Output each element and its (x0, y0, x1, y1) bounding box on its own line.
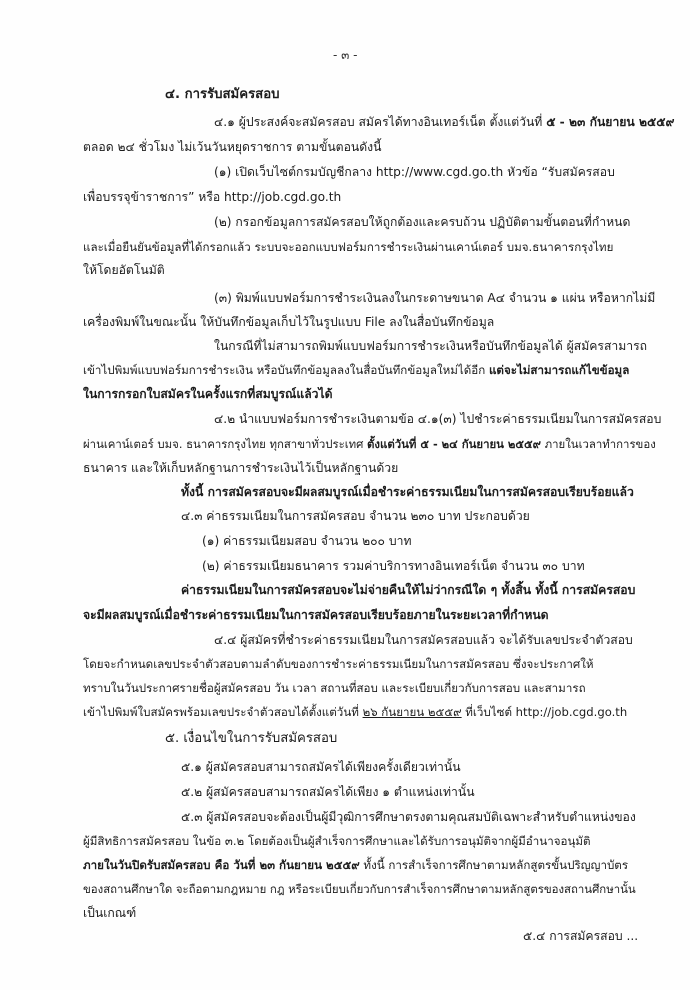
item-4-2-line-2 (83, 436, 656, 452)
item-5-3-line-5: เป็นเกณฑ์ (83, 906, 137, 920)
item-4-2-text-end: ภายในเวลาทำการของ (541, 437, 656, 451)
item-4-3-note-line-2: จะมีผลสมบูรณ์เมื่อชำระค่าธรรมเนียมในการสมัครสอบเรียบร้อยภายในระยะเวลาที่กำหนด (83, 608, 549, 622)
item-5-3-text: ทั้งนี้ การสำเร็จการศึกษาตามหลักสูตรขั้นปริญญาบัตร (359, 858, 629, 872)
note-line-2 (83, 362, 629, 378)
item-4-4-text: เข้าไปพิมพ์ใบสมัครพร้อมเลขประจำตัวสอบได้ตั้งแต่วันที่ (83, 705, 363, 719)
item-4-2-text: ผ่านเคาน์เตอร์ บมจ. ธนาคารกรุงไทย ทุกสาขาทั่วประเทศ (83, 437, 368, 451)
item-4-4-date: ๒๖ กันยายน ๒๕๕๙ (362, 705, 462, 719)
note-line-1: ในกรณีที่ไม่สามารถพิมพ์แบบฟอร์มการชำระเงินหรือบันทึกข้อมูลได้ ผู้สมัครสามารถ (214, 339, 648, 353)
step-3-line-2: เครื่องพิมพ์ในขณะนั้น ให้บันทึกข้อมูลเก็บไว้ในรูปแบบ File ลงในสื่อบันทึกข้อมูล (83, 315, 495, 329)
item-4-4-line-4 (83, 704, 627, 720)
step-3-line-1: (๓) พิมพ์แบบฟอร์มการชำระเงินลงในกระดาษขนาด A๔ จำนวน ๑ แผ่น หรือหากไม่มี (214, 291, 656, 305)
note-line-2-text: เข้าไปพิมพ์แบบฟอร์มการชำระเงิน หรือบันทึกข้อมูลลงในสื่อบันทึกข้อมูลใหม่ได้อีก (83, 363, 489, 377)
item-4-2-line-1: ๔.๒ นำแบบฟอร์มการชำระเงินตามข้อ ๔.๑(๓) ไปชำระค่าธรรมเนียมในการสมัครสอบ (214, 412, 662, 426)
item-4-2-note-text: การสมัครสอบจะมีผลสมบูรณ์เมื่อชำระค่าธรรมเนียมในการสมัครสอบเรียบร้อยแล้ว (203, 485, 634, 499)
item-4-2-note (181, 484, 634, 500)
note-line-2-bold: แต่จะไม่สามารถแก้ไขข้อมูล (488, 363, 630, 377)
item-5-2: ๕.๒ ผู้สมัครสอบสามารถสมัครได้เพียง ๑ ตำแหน่งเท่านั้น (181, 785, 475, 799)
item-4-4-line-2: โดยจะกำหนดเลขประจำตัวสอบตามลำดับของการชำระค่าธรรมเนียมในการสมัครสอบ ซึ่งจะประกาศให้ (83, 657, 594, 671)
step-2-line-2: และเมื่อยืนยันข้อมูลที่ได้กรอกแล้ว ระบบจะออกแบบฟอร์มการชำระเงินผ่านเคาน์เตอร์ บมจ.ธนาคารกรุงไทย (83, 240, 614, 254)
step-1-line-1: (๑) เปิดเว็บไซต์กรมบัญชีกลาง http://www.cgd.go.th หัวข้อ “รับสมัครสอบ (214, 165, 615, 179)
item-4-1-text: ๔.๑ ผู้ประสงค์จะสมัครสอบ สมัครได้ทางอินเทอร์เน็ต ตั้งแต่วันที่ (214, 115, 547, 129)
page-number: - ๓ - (333, 48, 358, 62)
item-5-3-line-2: ผู้มีสิทธิการสมัครสอบ ในข้อ ๓.๒ โดยต้องเป็นผู้สำเร็จการศึกษาและได้รับการอนุมัติจากผู้มีอำนาจอนุมัติ (83, 834, 591, 848)
item-4-4-line-3: ทราบในวันประกาศรายชื่อผู้สมัครสอบ วัน เวลา สถานที่สอบ และระเบียบเกี่ยวกับการสอบ และสามารถ (83, 681, 586, 695)
item-4-3-sub-1: (๑) ค่าธรรมเนียมสอบ จำนวน ๒๐๐ บาท (202, 534, 412, 548)
item-4-2-note-prefix: ทั้งนี้ (181, 485, 204, 499)
item-4-4-line-1: ๔.๔ ผู้สมัครที่ชำระค่าธรรมเนียมในการสมัครสอบแล้ว จะได้รับเลขประจำตัวสอบ (214, 633, 633, 647)
item-5-3-line-3 (83, 857, 628, 873)
item-4-4-website: ที่เว็บไซต์ http://job.cgd.go.th (461, 705, 628, 719)
item-5-3-line-1: ๕.๓ ผู้สมัครสอบจะต้องเป็นผู้มีวุฒิการศึกษาตรงตามคุณสมบัติเฉพาะสำหรับตำแหน่งของ (181, 810, 636, 824)
note-line-3: ในการกรอกใบสมัครในครั้งแรกที่สมบูรณ์แล้วได้ (83, 387, 333, 401)
item-4-1-line-1 (214, 114, 674, 130)
item-5-3-line-4: ของสถานศึกษาใด จะถือตามกฎหมาย กฎ หรือระเบียบเกี่ยวกับการสำเร็จการศึกษาตามหลักสูตรของสถานศึกษานั้น (83, 882, 636, 896)
item-4-1-line-2: ตลอด ๒๔ ชั่วโมง ไม่เว้นวันหยุดราชการ ตามขั้นตอนดังนี้ (83, 140, 382, 154)
continuation-note: ๕.๔ การสมัครสอบ ... (523, 929, 639, 943)
step-2-line-3: ให้โดยอัตโนมัติ (83, 263, 165, 277)
item-4-3-line-1: ๔.๓ ค่าธรรมเนียมในการสมัครสอบ จำนวน ๒๓๐ บาท ประกอบด้วย (181, 509, 530, 523)
item-4-2-dates: ตั้งแต่วันที่ ๕ - ๒๔ กันยายน ๒๕๕๙ (367, 437, 542, 451)
item-5-1: ๕.๑ ผู้สมัครสอบสามารถสมัครได้เพียงครั้งเดียวเท่านั้น (181, 760, 461, 774)
step-2-line-1: (๒) กรอกข้อมูลการสมัครสอบให้ถูกต้องและครบถ้วน ปฏิบัติตามขั้นตอนที่กำหนด (214, 215, 631, 229)
section-5-heading: ๕. เงื่อนไขในการรับสมัครสอบ (165, 731, 338, 746)
step-1-line-2: เพื่อบรรจุข้าราชการ” หรือ http://job.cgd.go.th (83, 190, 342, 204)
section-4-heading: ๔. การรับสมัครสอบ (165, 87, 280, 102)
item-4-1-dates: ๕ - ๒๓ กันยายน ๒๕๕๙ (546, 115, 675, 129)
item-4-3-sub-2: (๒) ค่าธรรมเนียมธนาคาร รวมค่าบริการทางอินเทอร์เน็ต จำนวน ๓๐ บาท (202, 559, 585, 573)
item-5-3-deadline: ภายในวันปิดรับสมัครสอบ คือ วันที่ ๒๓ กันยายน ๒๕๕๙ (83, 858, 360, 872)
item-4-3-note-line-1: ค่าธรรมเนียมในการสมัครสอบจะไม่จ่ายคืนให้ไม่ว่ากรณีใด ๆ ทั้งสิ้น ทั้งนี้ การสมัครสอบ (181, 583, 636, 597)
item-4-2-line-3: ธนาคาร และให้เก็บหลักฐานการชำระเงินไว้เป็นหลักฐานด้วย (83, 461, 399, 475)
